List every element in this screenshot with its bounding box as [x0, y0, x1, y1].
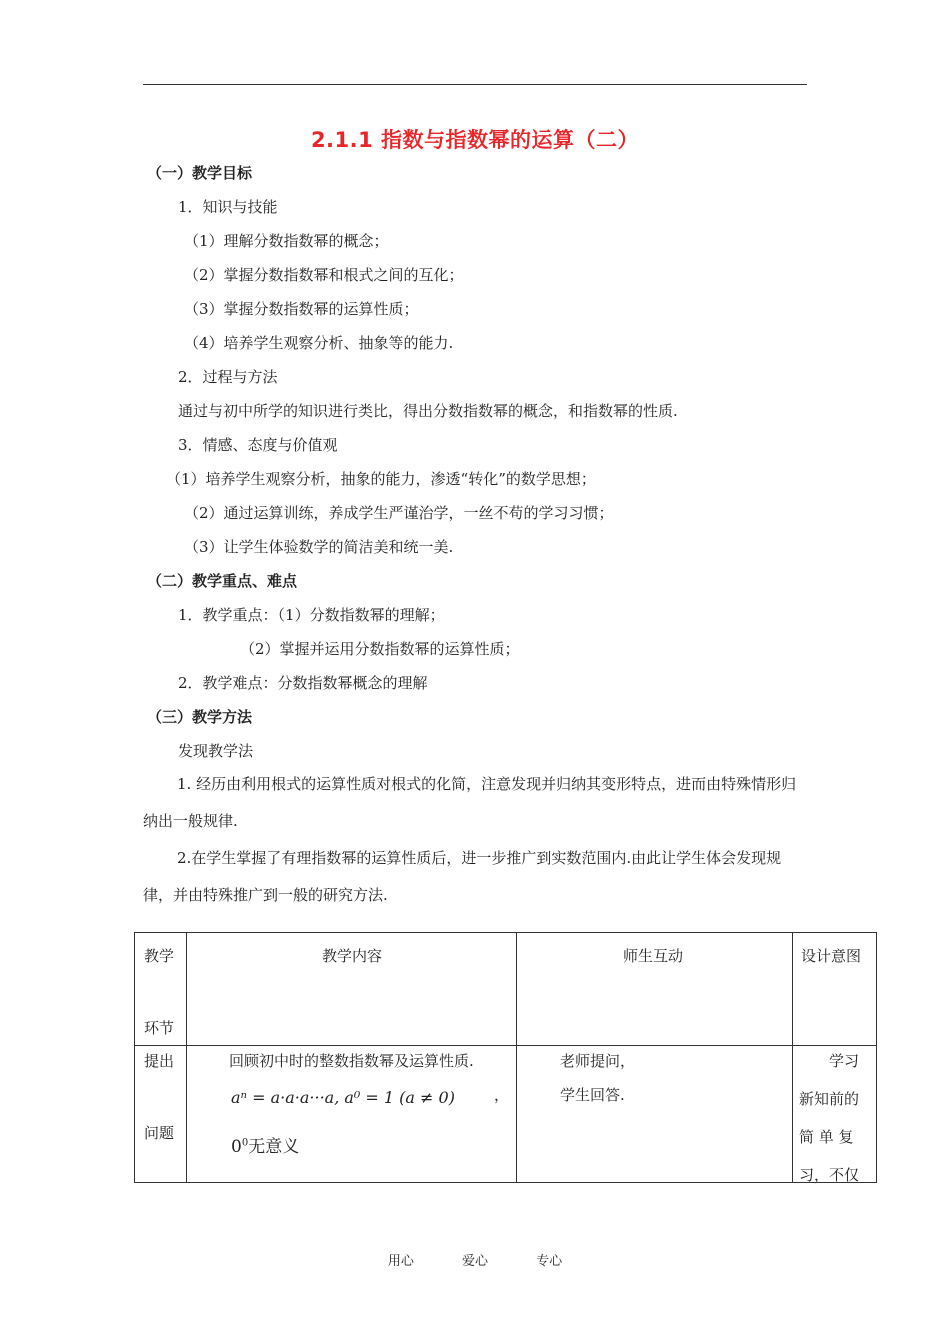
header-intent-label: 设计意图 — [801, 947, 862, 965]
row-content-formula-tail: ， — [494, 1086, 510, 1104]
method-paragraph-2: 2.在学生掌握了有理指数幂的运算性质后，进一步推广到实数范围内.由此让学生体会发现规律，并由特殊推广到一般的研究方法. — [143, 849, 782, 904]
keypoint-focus-2: （2）掌握并运用分数指数幂的运算性质； — [240, 640, 520, 658]
attitude-item: （3）让学生体验数学的简洁美和统一美. — [184, 538, 454, 556]
keypoint-difficulty: 2．教学难点：分数指数幂概念的理解 — [178, 674, 428, 692]
subsection-knowledge: 1．知识与技能 — [178, 198, 278, 216]
header-interaction — [517, 933, 793, 1046]
header-rule — [143, 84, 807, 85]
process-text: 通过与初中所学的知识进行类比，得出分数指数幂的概念，和指数幂的性质. — [178, 402, 678, 420]
section-method-heading: （三）教学方法 — [147, 708, 253, 726]
lesson-table — [134, 932, 877, 1183]
section-objectives-heading: （一）教学目标 — [147, 164, 253, 182]
row-content-line1: 回顾初中时的整数指数幂及运算性质. — [229, 1052, 474, 1070]
header-content-label: 教学内容 — [322, 947, 383, 965]
row-intent-line4: 习，不仅 — [799, 1166, 860, 1184]
row-interaction-line1: 老师提问， — [560, 1052, 636, 1070]
header-intent — [793, 933, 877, 1046]
zero-base: 0 — [231, 1137, 242, 1157]
row-intent-line2: 新知前的 — [799, 1090, 860, 1108]
row-intent-line1: 学习 — [829, 1052, 860, 1070]
page-footer — [0, 1250, 950, 1269]
method-name: 发现教学法 — [178, 742, 254, 760]
row-interaction-line2: 学生回答. — [560, 1086, 625, 1104]
objective-item: （1）理解分数指数幂的概念； — [184, 232, 389, 250]
table-header-row — [135, 933, 877, 1046]
objective-item: （3）掌握分数指数幂的运算性质； — [184, 300, 419, 318]
attitude-item: （2）通过运算训练，养成学生严谨治学，一丝不苟的学习习惯； — [184, 504, 614, 522]
document-title: 2.1.1 指数与指数幂的运算（二） — [310, 128, 640, 152]
footer-text: 用心 — [387, 1254, 414, 1269]
header-stage — [135, 933, 187, 1046]
row-stage-line2: 问题 — [144, 1124, 175, 1142]
keypoint-focus: 1．教学重点：（1）分数指数幂的理解； — [178, 606, 445, 624]
header-content — [187, 933, 517, 1046]
row-intent — [793, 1046, 877, 1183]
subsection-process: 2．过程与方法 — [178, 368, 278, 386]
footer-text: 专心 — [536, 1254, 563, 1269]
row-interaction — [517, 1046, 793, 1183]
footer-text: 爱心 — [461, 1254, 488, 1269]
row-content-formula: aⁿ = a·a·a···a, a⁰ = 1 (a ≠ 0) — [231, 1088, 455, 1107]
table-row — [135, 1046, 877, 1183]
row-content — [187, 1046, 517, 1183]
objective-item: （4）培养学生观察分析、抽象等的能力. — [184, 334, 454, 352]
row-content-line3 — [231, 1132, 299, 1157]
row-stage — [135, 1046, 187, 1183]
zero-exponent: 0 — [241, 1137, 249, 1149]
header-interaction-label: 师生互动 — [623, 947, 684, 965]
header-stage-line2: 环节 — [144, 1019, 175, 1037]
objective-item: （2）掌握分数指数幂和根式之间的互化； — [184, 266, 464, 284]
undefined-text: 无意义 — [248, 1137, 300, 1157]
attitude-item: （1）培养学生观察分析，抽象的能力，渗透“转化”的数学思想； — [166, 470, 596, 488]
subsection-attitude: 3．情感、态度与价值观 — [178, 436, 338, 454]
row-stage-line1: 提出 — [144, 1052, 175, 1070]
method-paragraph-1: 1. 经历由利用根式的运算性质对根式的化简，注意发现并归纳其变形特点，进而由特殊情形归纳出一般规律. — [143, 775, 797, 830]
section-keypoints-heading: （二）教学重点、难点 — [147, 572, 298, 590]
row-intent-line3: 简 单 复 — [799, 1128, 854, 1146]
header-stage-line1: 教学 — [144, 947, 175, 965]
